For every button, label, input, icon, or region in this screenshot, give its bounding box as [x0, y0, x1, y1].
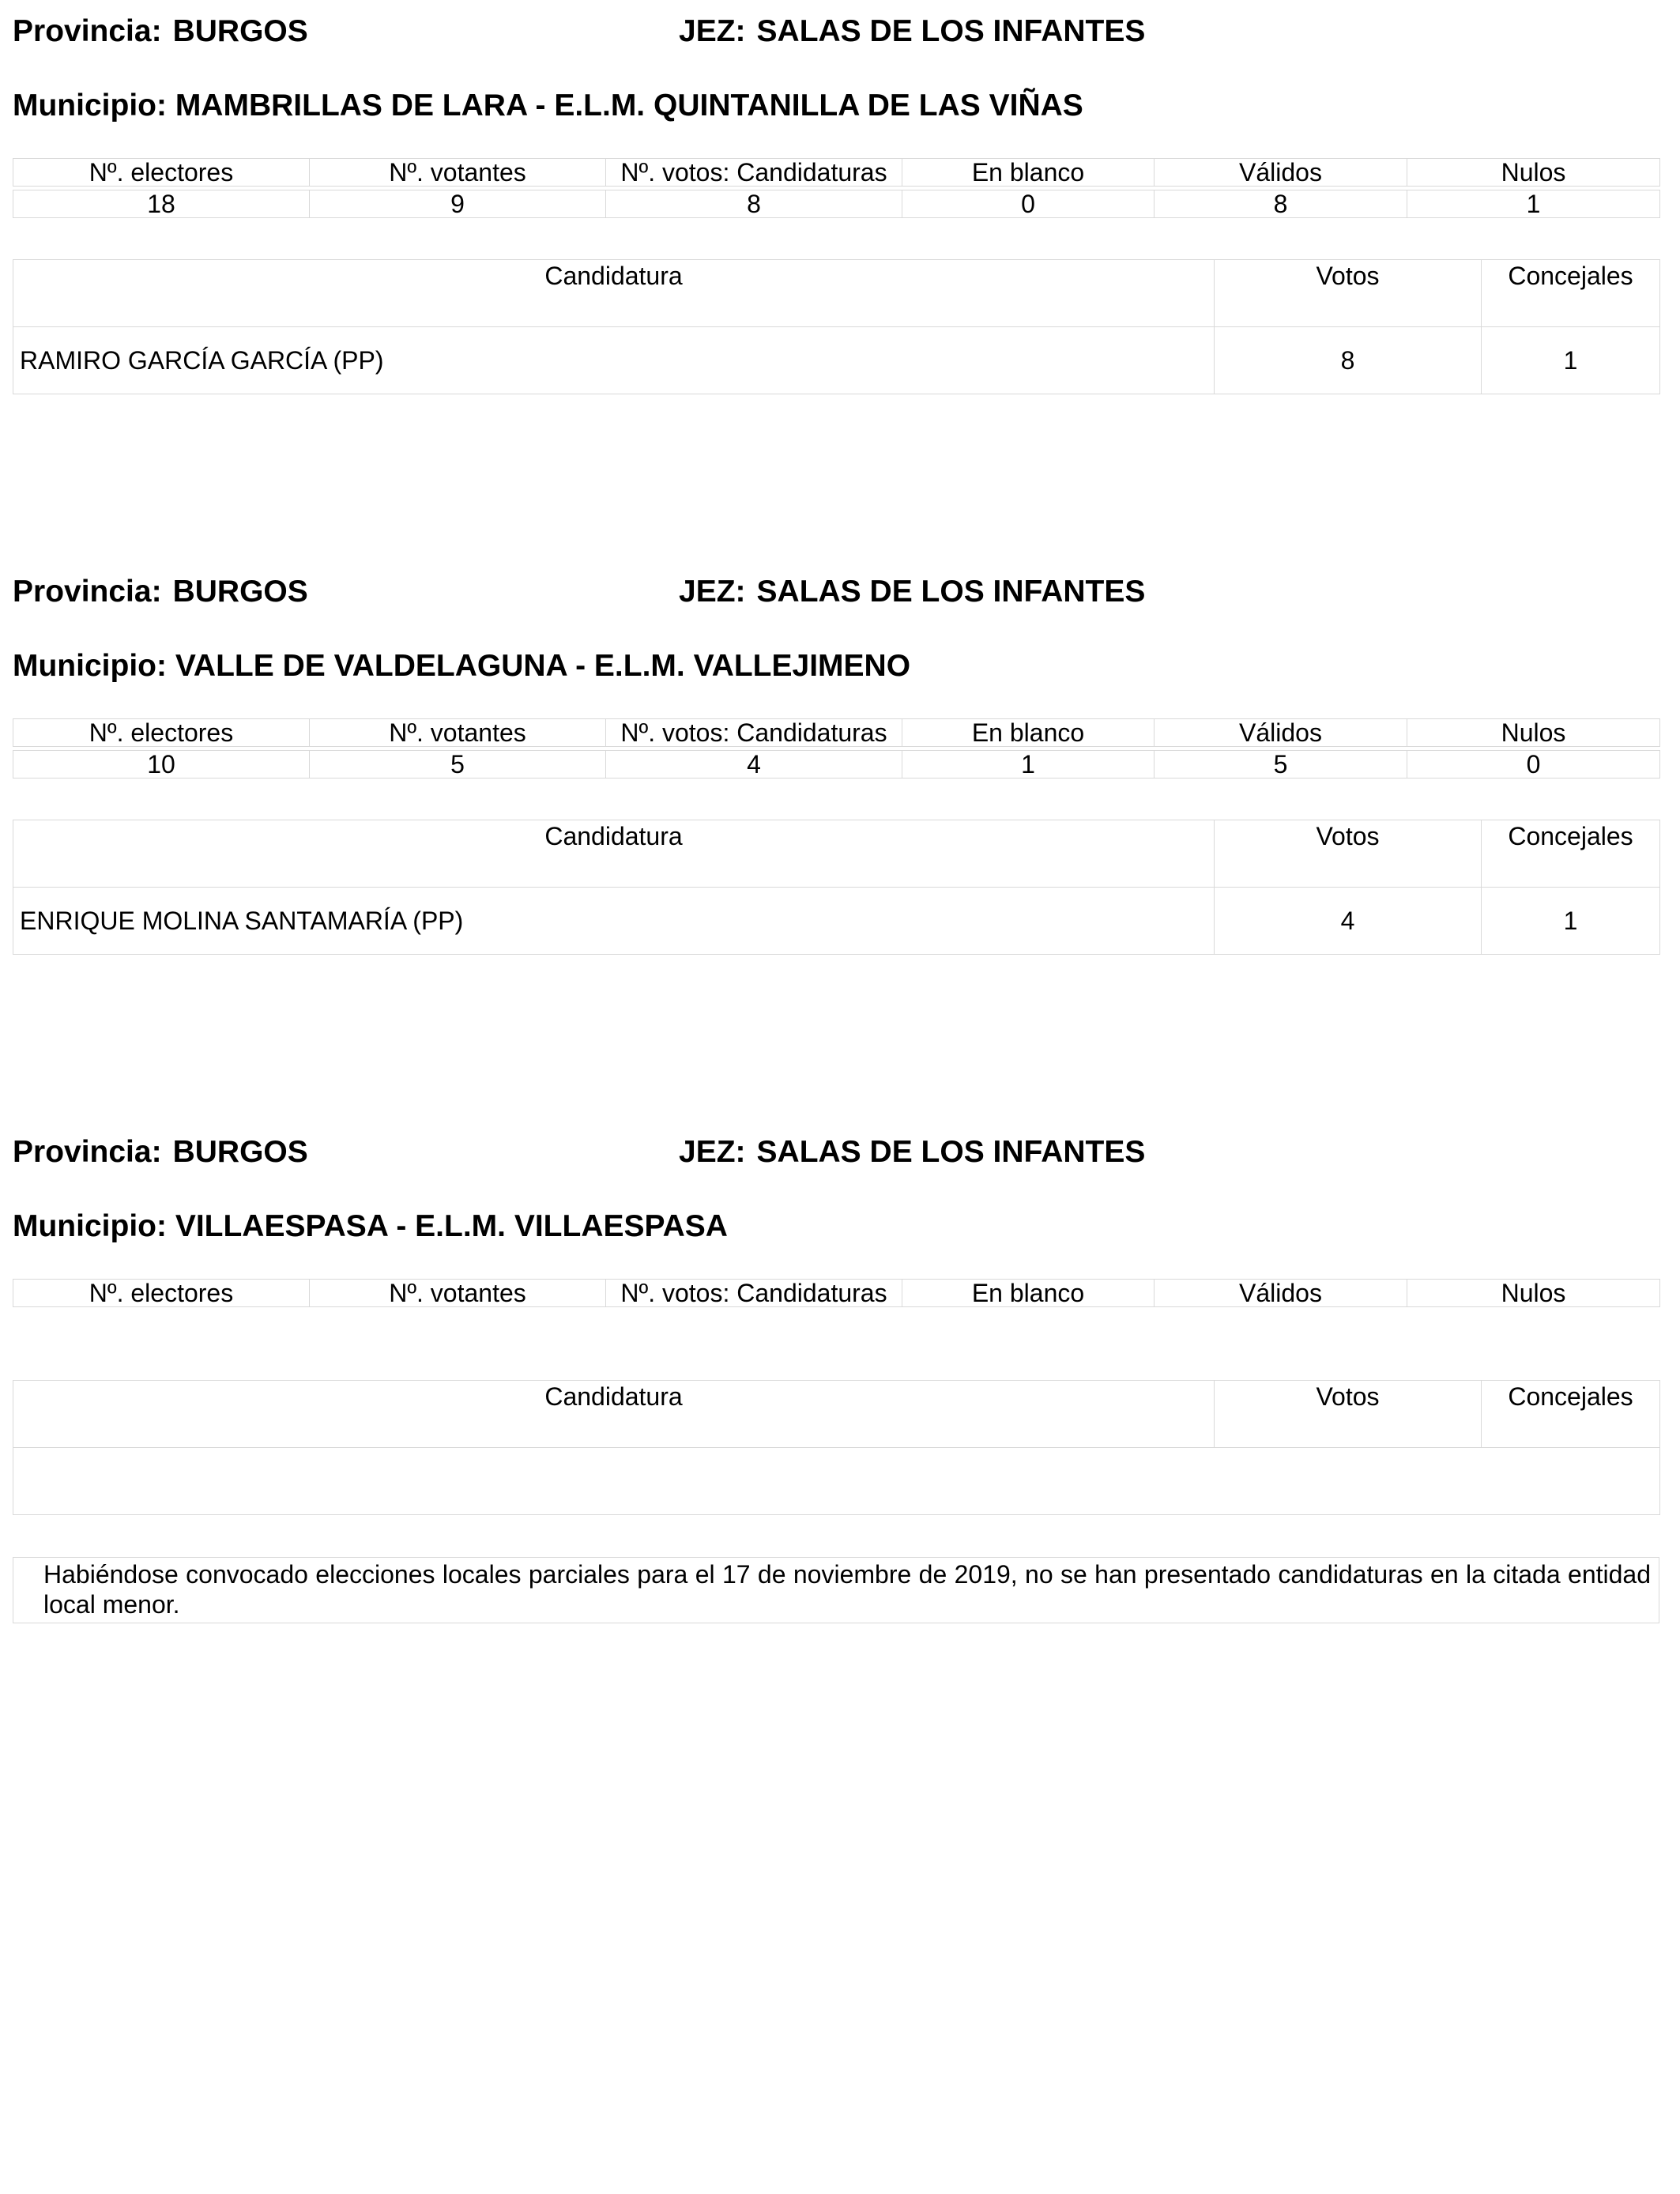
stats-value: 0 — [1407, 751, 1660, 778]
votos-header: Votos — [1215, 260, 1482, 327]
municipio-heading: Municipio: VALLE DE VALDELAGUNA - E.L.M. VALLEJIMENO — [13, 649, 911, 683]
candidatura-header: Candidatura — [13, 260, 1215, 327]
stats-header: Nulos — [1407, 159, 1660, 187]
provincia-heading: Provincia: BURGOS — [13, 1135, 308, 1169]
stats-header: Nº. votantes — [310, 159, 606, 187]
stats-header: Válidos — [1155, 1280, 1407, 1307]
stats-value: 5 — [1155, 751, 1407, 778]
votos-header: Votos — [1215, 1381, 1482, 1448]
concejales-header: Concejales — [1482, 260, 1660, 327]
stats-header: Nº. votos: Candidaturas — [606, 1280, 902, 1307]
concejales-header: Concejales — [1482, 1381, 1660, 1448]
stats-table — [13, 718, 1660, 778]
stats-value: 9 — [310, 190, 606, 218]
stats-header: Válidos — [1155, 719, 1407, 747]
concejales-header: Concejales — [1482, 820, 1660, 888]
stats-header: Nº. votantes — [310, 1280, 606, 1307]
stats-value: 8 — [1155, 190, 1407, 218]
stats-value: 5 — [310, 751, 606, 778]
candidatura-name: ENRIQUE MOLINA SANTAMARÍA (PP) — [13, 888, 1215, 955]
candidatura-header: Candidatura — [13, 820, 1215, 888]
votos-value: 4 — [1215, 888, 1482, 955]
concejales-value: 1 — [1482, 888, 1660, 955]
concejales-value: 1 — [1482, 327, 1660, 394]
stats-header: Válidos — [1155, 159, 1407, 187]
municipio-heading: Municipio: VILLAESPASA - E.L.M. VILLAESPASA — [13, 1209, 728, 1243]
stats-value: 1 — [902, 751, 1155, 778]
stats-value: 1 — [1407, 190, 1660, 218]
votos-header: Votos — [1215, 820, 1482, 888]
municipio-heading: Municipio: MAMBRILLAS DE LARA - E.L.M. QUINTANILLA DE LAS VIÑAS — [13, 89, 1083, 123]
stats-header: En blanco — [902, 1280, 1155, 1307]
provincia-heading: Provincia: BURGOS — [13, 14, 308, 48]
stats-value: 0 — [902, 190, 1155, 218]
stats-header: Nº. votos: Candidaturas — [606, 159, 902, 187]
stats-header: Nº. electores — [13, 1280, 310, 1307]
candidatura-table — [13, 1380, 1660, 1515]
stats-value: 18 — [13, 190, 310, 218]
stats-header: Nº. electores — [13, 719, 310, 747]
stats-header: Nº. votos: Candidaturas — [606, 719, 902, 747]
no-candidaturas-note: Habiéndose convocado elecciones locales parciales para el 17 de noviembre de 2019, no se han presentado candidaturas en la citada entidad local menor. — [13, 1557, 1659, 1623]
stats-value: 4 — [606, 751, 902, 778]
stats-table — [13, 1279, 1660, 1307]
votos-value: 8 — [1215, 327, 1482, 394]
stats-table — [13, 158, 1660, 218]
stats-value: 10 — [13, 751, 310, 778]
jez-heading: JEZ: SALAS DE LOS INFANTES — [679, 575, 1146, 609]
stats-header: Nulos — [1407, 1280, 1660, 1307]
stats-header: Nulos — [1407, 719, 1660, 747]
candidatura-empty-row — [13, 1448, 1660, 1515]
stats-header: Nº. votantes — [310, 719, 606, 747]
stats-value: 8 — [606, 190, 902, 218]
jez-heading: JEZ: SALAS DE LOS INFANTES — [679, 14, 1146, 48]
stats-header: En blanco — [902, 719, 1155, 747]
candidatura-header: Candidatura — [13, 1381, 1215, 1448]
candidatura-name: RAMIRO GARCÍA GARCÍA (PP) — [13, 327, 1215, 394]
stats-header: Nº. electores — [13, 159, 310, 187]
stats-header: En blanco — [902, 159, 1155, 187]
jez-heading: JEZ: SALAS DE LOS INFANTES — [679, 1135, 1146, 1169]
candidatura-table — [13, 820, 1660, 955]
provincia-heading: Provincia: BURGOS — [13, 575, 308, 609]
candidatura-table — [13, 259, 1660, 394]
